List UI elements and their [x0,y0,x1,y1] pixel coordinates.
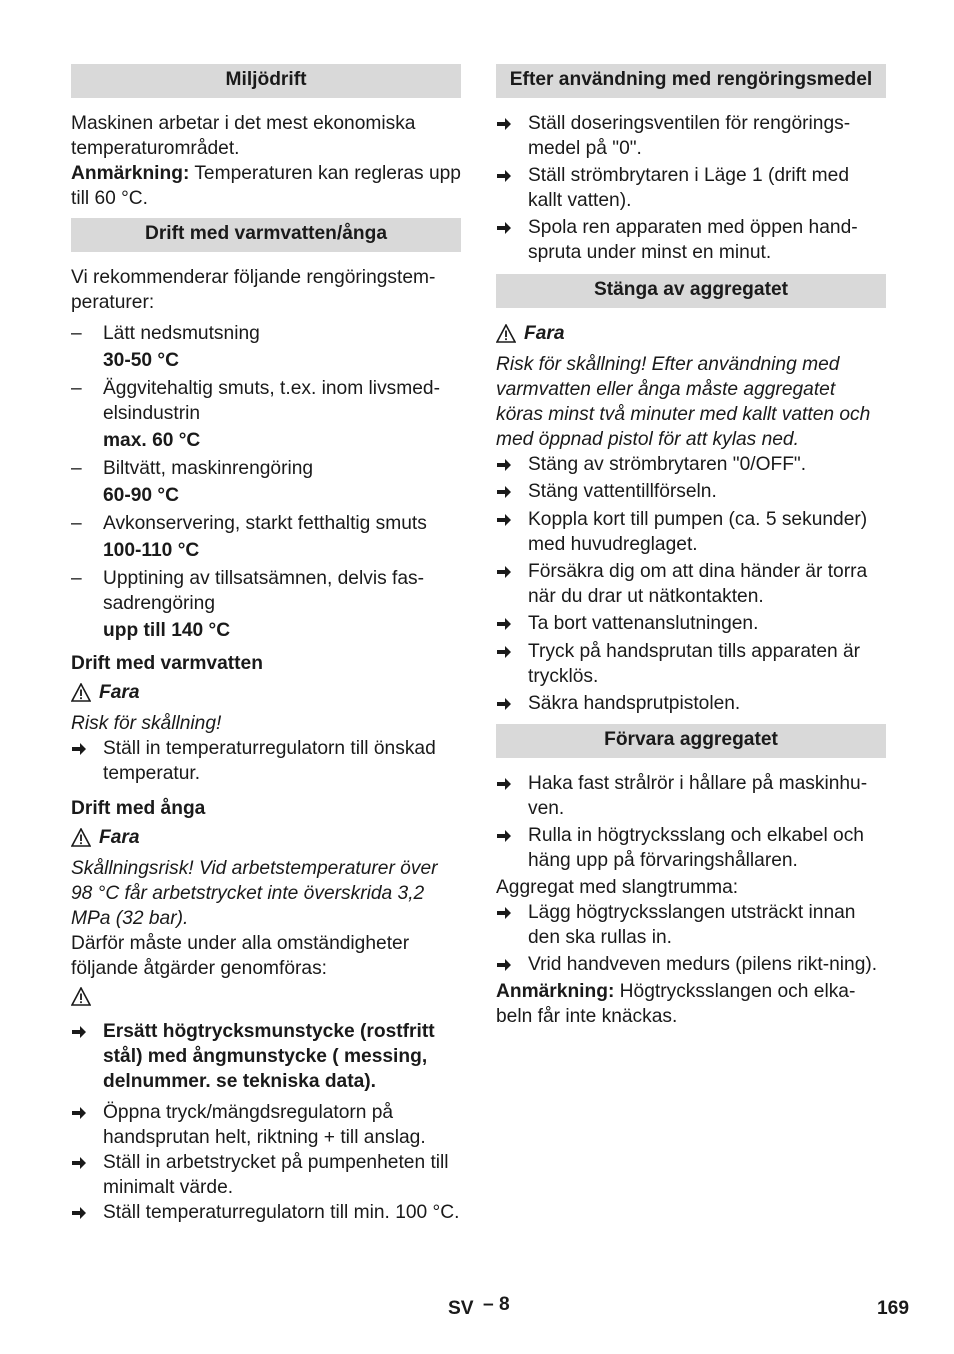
step-item: Ställ temperaturregulatorn till min. 100 °C. [71,1200,461,1225]
arrow-right-icon [496,215,528,240]
note-temperature [71,161,461,211]
arrow-right-icon [496,111,528,136]
arrow-right-icon [496,452,528,477]
step-item: Ställ strömbrytaren i Läge 1 (drift med kallt vatten). [496,163,886,213]
list-item: – Lätt nedsmutsning [71,323,260,344]
step-item: Stäng av strömbrytaren "0/OFF". [496,452,886,477]
step-item: Ställ in arbetstrycket på pumpenheten till minimalt värde. [71,1150,461,1200]
note-text: Högtrycksslangen och elka-beln får inte knäckas. [496,981,856,1027]
list-item-value: max. 60 °C [103,430,201,451]
subheading-varmvatten: Drift med varmvatten [71,653,263,674]
dash-icon: – [71,458,82,479]
dash-icon: – [71,378,82,399]
warning-label: Fara [524,323,565,344]
arrow-right-icon [71,1100,103,1125]
subheading-anga: Drift med ånga [71,798,206,819]
section-heading-efter-anvandning: Efter användning med rengöringsmedel [496,64,886,98]
note-hose [496,979,886,1029]
step-item: Haka fast strålrör i hållare på maskinhu-ven. [496,771,886,821]
page-number: 169 [877,1298,910,1319]
arrow-right-icon [496,479,528,504]
arrow-right-icon [496,559,528,584]
step-item: Koppla kort till pumpen (ca. 5 sekunder) med huvudreglaget. [496,507,886,557]
step-item: Vrid handveven medurs (pilens rikt-ning). [496,952,886,977]
step-item: Spola ren apparaten med öppen hand-spruta under minst en minut. [496,215,886,265]
list-item-value: upp till 140 °C [103,620,231,641]
warning-fara [71,680,461,705]
warning-label: Fara [99,682,140,703]
warning-fara [496,321,886,346]
list-item: – Upptining av tillsatsämnen, delvis fas-sadrengöring [71,568,425,614]
arrow-right-icon [496,952,528,977]
note-text: Temperaturen kan regleras upp till 60 °C. [71,163,461,209]
list-item: – Avkonservering, starkt fetthaltig smuts [71,513,427,534]
warning-fara [71,825,461,850]
risk-text: Risk för skållning! [71,713,222,734]
paragraph-economy: Maskinen arbetar i det mest ekonomiska temperaturområdet. [71,113,416,159]
footer-language-page [448,1296,510,1321]
temperature-list [71,321,461,643]
warning-triangle-icon [71,683,91,702]
section-heading-forvara: Förvara aggregatet [496,724,886,758]
warning-triangle-standalone [71,987,461,1013]
risk-text: Skållningsrisk! Vid arbetstemperaturer över 98 °C får arbetstrycket inte överskrida 3,2 MPa (32 bar). [71,858,438,929]
warning-label: Fara [99,827,140,848]
section-heading-stanga-av: Stänga av aggregatet [496,274,886,308]
note-label: Anmärkning: [71,163,190,184]
step-item: Försäkra dig om att dina händer är torra när du drar ut nätkontakten. [496,559,886,609]
warning-triangle-icon [71,828,91,847]
warning-triangle-icon [71,987,91,1006]
arrow-right-icon [496,823,528,848]
section-heading-miljodrift: Miljödrift [71,64,461,98]
section-heading-drift-varmvatten-anga: Drift med varmvatten/ånga [71,218,461,252]
arrow-right-icon [496,691,528,716]
step-item: Lägg högtrycksslangen utsträckt innan den ska rullas in. [496,900,886,950]
dash-icon: – [71,513,82,534]
footer-language: SV [448,1298,474,1319]
step-item: Ta bort vattenanslutningen. [496,611,886,636]
dash-icon: – [71,323,82,344]
list-item: – Biltvätt, maskinrengöring [71,458,314,479]
arrow-right-icon [71,1150,103,1175]
arrow-right-icon [496,611,528,636]
step-item: Rulla in högtrycksslang och elkabel och häng upp på förvaringshållaren. [496,823,886,873]
list-item-value: 60-90 °C [103,485,179,506]
step-item: Ställ in temperaturregulatorn till önskad temperatur. [71,736,461,786]
paragraph-slangtrumma: Aggregat med slangtrumma: [496,877,739,898]
arrow-right-icon [496,771,528,796]
arrow-right-icon [71,1019,103,1044]
arrow-right-icon [496,507,528,532]
step-item: Ställ doseringsventilen för rengörings-medel på "0". [496,111,886,161]
note-label: Anmärkning: [496,981,615,1002]
arrow-right-icon [71,736,103,761]
step-item: Ersätt högtrycksmunstycke (rostfritt stål) med ångmunstycke ( messing, delnummer. se tekniska data). [71,1019,461,1094]
dash-icon: – [71,568,82,589]
list-item-value: 100-110 °C [103,540,200,561]
step-item: Öppna tryck/mängdsregulatorn på handsprutan helt, riktning + till anslag. [71,1100,461,1150]
arrow-right-icon [496,900,528,925]
arrow-right-icon [496,163,528,188]
risk-text: Risk för skållning! Efter användning med varmvatten eller ånga måste aggregatet köras minst två minuter med kallt vatten och med öppnad pistol för att kylas ned. [496,354,871,450]
step-item: Stäng vattentillförseln. [496,479,886,504]
left-column [71,64,461,1225]
list-item-value: 30-50 °C [103,350,179,371]
list-item: – Äggvitehaltig smuts, t.ex. inom livsmed-elsindustrin [71,378,440,424]
footer-section-page: – 8 [482,1294,510,1315]
step-item: Säkra handsprutpistolen. [496,691,886,716]
arrow-right-icon [496,639,528,664]
warning-triangle-icon [496,324,516,343]
paragraph-recommend: Vi rekommenderar följande rengöringstem-peraturer: [71,267,436,313]
arrow-right-icon [71,1200,103,1225]
step-item: Tryck på handsprutan tills apparaten är trycklös. [496,639,886,689]
right-column [496,64,886,1029]
paragraph-measures: Därför måste under alla omständigheter följande åtgärder genomföras: [71,933,410,979]
